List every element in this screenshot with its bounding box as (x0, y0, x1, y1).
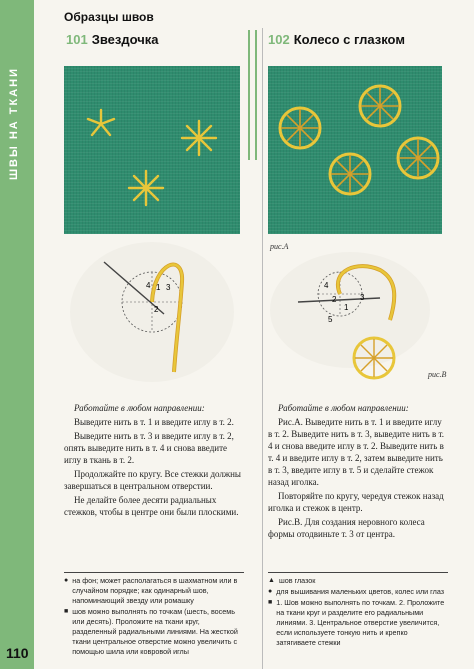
square-icon: ■ (268, 599, 273, 606)
stitch-number: 101 (66, 32, 88, 47)
legend-rule (268, 572, 448, 573)
legend-text: на фон; может располагаться в шахматном или в случайном порядке; как одинарный шов, напоминающий звезду или ромашку (72, 576, 238, 605)
section-title: Образцы швов (64, 10, 154, 24)
point-label: 1 (344, 303, 349, 312)
wheel-stitch (280, 108, 320, 148)
star-stitch (129, 171, 163, 205)
paragraph: Работайте в любом направлении: (278, 403, 409, 413)
wheel-stitch (360, 86, 400, 126)
paragraph: Работайте в любом направлении: (74, 403, 205, 413)
paragraph: Повторяйте по кругу, чередуя стежок назад иголка и стежок в центр. (268, 491, 444, 513)
point-label: 2 (332, 295, 337, 304)
legend-102 (268, 576, 448, 649)
legend-row (268, 576, 448, 586)
side-band-gap (34, 0, 56, 669)
stitch-title: Звездочка (91, 32, 159, 47)
stitch-heading-102 (268, 32, 405, 47)
accent-bar-right (255, 30, 257, 160)
legend-text: шов можно выполнять по точкам (шесть, восемь или десять). Проложите на ткани круг, разделенный радиальными линиями. На жесткой ткани центральное отверстие можно увеличить с помощью шила или ковровой иглы (72, 607, 238, 656)
legend-row (268, 587, 448, 597)
stitch-number: 102 (268, 32, 290, 47)
point-label: 5 (328, 315, 333, 324)
paragraph: Выведите нить в т. 3 и введите иглу в т. 2, опять выведите нить в т. 4 и снова введите иглу в ткань в т. 2. (64, 431, 234, 465)
wheel-stitch (398, 138, 438, 178)
stitch-photo-wheels (268, 66, 442, 234)
legend-text: шов глазок (278, 576, 316, 585)
paragraph: Не делайте более десяти радиальных стежков, чтобы в центре они были плоскими. (64, 495, 239, 517)
figure-caption-a: рис.А (270, 242, 289, 251)
stitch-heading-101 (66, 32, 159, 47)
legend-text: 1. Шов можно выполнять по точкам. 2. Проложите на ткани круг и разделите его радиальными линиями. 3. Центральное отверстие увеличится, если используете тонкую нить и крепко затягиваете стежки (276, 598, 445, 647)
page-number: 110 (6, 645, 29, 661)
paragraph: Рис.А. Выведите нить в т. 1 и введите иглу в т. 2. Выведите нить в т. 3, выведите нить в т. 4 и снова введите иглу в т. 2. Выведите нить в т. 4 и введите иглу в т. 2, затем выведите нить в т. 3, введите иглу в т. 5 и сделайте стежок назад иголка. (268, 417, 444, 487)
triangle-icon: ▲ (268, 577, 275, 584)
diagram-star (64, 242, 240, 392)
figure-caption-b: рис.В (428, 370, 447, 379)
point-label: 3 (360, 293, 365, 302)
bullet-icon: ● (268, 588, 273, 595)
star-stitch (182, 121, 216, 155)
point-label: 3 (166, 283, 171, 292)
legend-row (64, 576, 244, 606)
column-divider (262, 28, 263, 669)
bullet-icon: ● (64, 577, 69, 584)
paragraph: Рис.В. Для создания неровного колеса формы отодвиньте т. 3 от центра. (268, 517, 425, 539)
square-icon: ■ (64, 608, 69, 615)
legend-rule (64, 572, 244, 573)
wheel-stitch (330, 154, 370, 194)
stitch-photo-stars (64, 66, 240, 234)
paragraph: Продолжайте по кругу. Все стежки должны завершаться в центральном отверстии. (64, 469, 241, 491)
point-label: 1 (156, 283, 161, 292)
point-label: 4 (146, 281, 151, 290)
diagram-wheel (268, 250, 442, 390)
accent-bar-left (248, 30, 250, 160)
instructions-102 (268, 402, 446, 542)
legend-101 (64, 576, 244, 658)
stitch-title: Колесо с глазком (293, 32, 405, 47)
star-stitch (88, 110, 114, 135)
legend-row (268, 598, 448, 648)
point-label: 2 (154, 305, 159, 314)
instructions-101 (64, 402, 242, 520)
side-label: ШВЫ НА ТКАНИ (8, 67, 20, 180)
point-label: 4 (324, 281, 329, 290)
wheel-stitches (268, 66, 442, 234)
wheel-result (354, 338, 394, 378)
paragraph: Выведите нить в т. 1 и введите иглу в т. 2. (74, 417, 234, 427)
legend-text: для вышивания маленьких цветов, колес или глаз (276, 587, 445, 596)
star-stitches (64, 66, 240, 234)
legend-row (64, 607, 244, 657)
